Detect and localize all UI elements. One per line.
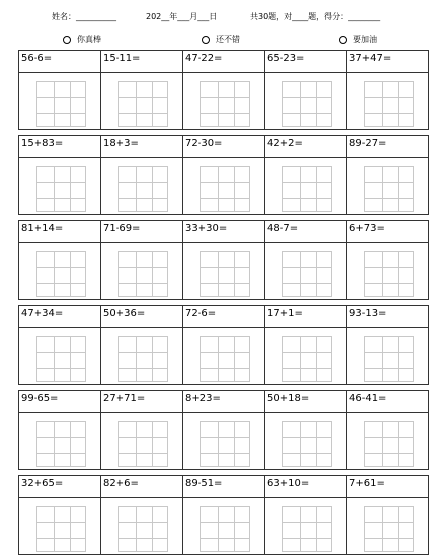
radio-circle-icon[interactable]	[339, 36, 347, 44]
cell-divider	[19, 72, 100, 73]
answer-grid-line	[201, 352, 249, 353]
problem-cell	[18, 390, 101, 470]
problem-expression: 46-41=	[349, 393, 387, 404]
answer-grid-line	[37, 352, 85, 353]
answer-grid-line	[70, 252, 71, 296]
answer-grid-line	[70, 82, 71, 126]
answer-grid-line	[37, 198, 85, 199]
answer-box[interactable]	[200, 251, 250, 297]
answer-grid-line	[398, 82, 399, 126]
answer-grid-line	[283, 198, 331, 199]
answer-grid-line	[70, 507, 71, 551]
answer-grid-line	[382, 507, 383, 551]
answer-grid-line	[234, 167, 235, 211]
answer-grid-line	[365, 538, 413, 539]
answer-grid-line	[152, 82, 153, 126]
answer-grid-line	[283, 437, 331, 438]
answer-grid-line	[119, 283, 167, 284]
answer-grid-line	[398, 252, 399, 296]
problem-expression: 42+2=	[267, 138, 303, 149]
answer-grid-line	[316, 167, 317, 211]
answer-grid-line	[201, 97, 249, 98]
answer-grid-line	[37, 453, 85, 454]
answer-grid-line	[316, 507, 317, 551]
answer-grid-line	[201, 538, 249, 539]
answer-box[interactable]	[200, 166, 250, 212]
problem-cell	[346, 305, 429, 385]
answer-grid-line	[300, 252, 301, 296]
answer-box[interactable]	[36, 506, 86, 552]
answer-grid-line	[283, 283, 331, 284]
answer-grid-line	[365, 453, 413, 454]
answer-box[interactable]	[282, 336, 332, 382]
answer-grid-line	[201, 437, 249, 438]
cell-divider	[347, 497, 428, 498]
answer-grid-line	[218, 507, 219, 551]
answer-grid-line	[365, 522, 413, 523]
problem-expression: 8+23=	[185, 393, 221, 404]
answer-grid-line	[398, 507, 399, 551]
answer-grid-line	[300, 167, 301, 211]
problem-expression: 50+36=	[103, 308, 146, 319]
cell-divider	[265, 242, 346, 243]
answer-box[interactable]	[200, 506, 250, 552]
answer-box[interactable]	[36, 166, 86, 212]
cell-divider	[101, 412, 182, 413]
answer-grid-line	[398, 422, 399, 466]
cell-divider	[183, 242, 264, 243]
answer-grid-line	[365, 283, 413, 284]
answer-box[interactable]	[36, 81, 86, 127]
cell-divider	[265, 72, 346, 73]
problem-cell	[182, 390, 265, 470]
problem-expression: 33+30=	[185, 223, 228, 234]
answer-grid-line	[136, 82, 137, 126]
problem-expression: 32+65=	[21, 478, 64, 489]
answer-grid-line	[300, 507, 301, 551]
answer-grid-line	[136, 507, 137, 551]
answer-grid-line	[54, 82, 55, 126]
answer-grid-line	[283, 368, 331, 369]
problem-cell	[100, 390, 183, 470]
answer-box[interactable]	[118, 81, 168, 127]
answer-grid-line	[234, 82, 235, 126]
problem-cell	[264, 50, 347, 130]
answer-grid-line	[283, 97, 331, 98]
answer-grid-line	[316, 337, 317, 381]
answer-box[interactable]	[364, 421, 414, 467]
answer-grid-line	[283, 453, 331, 454]
answer-grid-line	[119, 437, 167, 438]
problem-expression: 7+61=	[349, 478, 385, 489]
answer-grid-line	[54, 252, 55, 296]
problem-expression: 81+14=	[21, 223, 64, 234]
cell-divider	[101, 497, 182, 498]
answer-grid-line	[70, 167, 71, 211]
answer-grid-line	[119, 182, 167, 183]
cell-divider	[183, 497, 264, 498]
answer-grid-line	[136, 422, 137, 466]
answer-grid-line	[365, 267, 413, 268]
answer-grid-line	[316, 252, 317, 296]
answer-grid-line	[201, 182, 249, 183]
answer-grid-line	[365, 437, 413, 438]
answer-grid-line	[365, 352, 413, 353]
rating-option-1[interactable]	[63, 33, 101, 47]
answer-grid-line	[37, 97, 85, 98]
cell-divider	[19, 157, 100, 158]
answer-grid-line	[136, 337, 137, 381]
answer-box[interactable]	[36, 421, 86, 467]
answer-box[interactable]	[282, 251, 332, 297]
cell-divider	[265, 157, 346, 158]
cell-divider	[19, 242, 100, 243]
answer-grid-line	[234, 252, 235, 296]
problem-expression: 17+1=	[267, 308, 303, 319]
answer-box[interactable]	[364, 251, 414, 297]
problem-cell	[346, 50, 429, 130]
answer-box[interactable]	[118, 421, 168, 467]
problem-cell	[182, 50, 265, 130]
answer-grid-line	[283, 113, 331, 114]
answer-grid-line	[316, 422, 317, 466]
problem-cell	[100, 305, 183, 385]
answer-grid-line	[283, 538, 331, 539]
answer-grid-line	[365, 198, 413, 199]
cell-divider	[183, 157, 264, 158]
answer-grid-line	[201, 267, 249, 268]
problem-cell	[182, 135, 265, 215]
answer-grid-line	[201, 113, 249, 114]
answer-box[interactable]	[364, 166, 414, 212]
answer-grid-line	[283, 522, 331, 523]
answer-grid-line	[218, 82, 219, 126]
cell-divider	[183, 72, 264, 73]
answer-grid-line	[218, 337, 219, 381]
problem-cell	[18, 305, 101, 385]
answer-grid-line	[218, 252, 219, 296]
answer-grid-line	[119, 97, 167, 98]
answer-grid-line	[119, 368, 167, 369]
answer-grid-line	[201, 368, 249, 369]
cell-divider	[101, 242, 182, 243]
answer-box[interactable]	[118, 336, 168, 382]
answer-grid-line	[37, 522, 85, 523]
problem-expression: 82+6=	[103, 478, 139, 489]
radio-circle-icon[interactable]	[202, 36, 210, 44]
problem-expression: 65-23=	[267, 53, 305, 64]
answer-grid-line	[37, 368, 85, 369]
answer-box[interactable]	[364, 506, 414, 552]
rating-option-2[interactable]	[202, 33, 240, 47]
answer-grid-line	[37, 182, 85, 183]
problem-cell	[346, 390, 429, 470]
answer-box[interactable]	[200, 421, 250, 467]
problem-expression: 50+18=	[267, 393, 310, 404]
answer-grid-line	[234, 507, 235, 551]
problem-expression: 72-30=	[185, 138, 223, 149]
answer-grid-line	[37, 267, 85, 268]
answer-grid-line	[54, 337, 55, 381]
answer-grid-line	[316, 82, 317, 126]
cell-divider	[19, 412, 100, 413]
answer-box[interactable]	[282, 81, 332, 127]
answer-grid-line	[283, 182, 331, 183]
worksheet-header	[0, 10, 442, 24]
cell-divider	[265, 412, 346, 413]
cell-divider	[347, 327, 428, 328]
cell-divider	[265, 327, 346, 328]
answer-box[interactable]	[282, 421, 332, 467]
problem-cell	[18, 135, 101, 215]
cell-divider	[347, 72, 428, 73]
answer-box[interactable]	[282, 506, 332, 552]
answer-grid-line	[234, 337, 235, 381]
answer-grid-line	[152, 422, 153, 466]
answer-grid-line	[70, 337, 71, 381]
cell-divider	[347, 412, 428, 413]
cell-divider	[101, 157, 182, 158]
problem-expression: 15+83=	[21, 138, 64, 149]
answer-grid-line	[70, 422, 71, 466]
answer-box[interactable]	[118, 251, 168, 297]
rating-options	[0, 33, 442, 47]
answer-box[interactable]	[200, 81, 250, 127]
problem-expression: 47-22=	[185, 53, 223, 64]
problem-cell	[100, 220, 183, 300]
problem-cell	[100, 135, 183, 215]
answer-grid-line	[382, 252, 383, 296]
answer-grid-line	[152, 252, 153, 296]
answer-grid-line	[152, 507, 153, 551]
answer-grid-line	[201, 283, 249, 284]
problem-cell	[264, 220, 347, 300]
cell-divider	[183, 412, 264, 413]
answer-grid-line	[201, 453, 249, 454]
answer-box[interactable]	[364, 81, 414, 127]
answer-grid-line	[234, 422, 235, 466]
cell-divider	[347, 242, 428, 243]
cell-divider	[265, 497, 346, 498]
answer-grid-line	[218, 422, 219, 466]
problem-expression: 63+10=	[267, 478, 310, 489]
answer-grid-line	[283, 352, 331, 353]
problem-cell	[264, 390, 347, 470]
answer-box[interactable]	[36, 336, 86, 382]
answer-grid-line	[54, 422, 55, 466]
answer-grid-line	[37, 283, 85, 284]
answer-grid-line	[382, 337, 383, 381]
answer-box[interactable]	[200, 336, 250, 382]
answer-grid-line	[119, 113, 167, 114]
answer-grid-line	[218, 167, 219, 211]
cell-divider	[19, 327, 100, 328]
answer-box[interactable]	[364, 336, 414, 382]
rating-option-3[interactable]	[339, 33, 377, 47]
problem-cell	[18, 50, 101, 130]
answer-grid-line	[382, 422, 383, 466]
answer-grid-line	[119, 522, 167, 523]
problem-cell	[182, 220, 265, 300]
answer-grid-line	[136, 252, 137, 296]
rating-label: 还不错	[216, 35, 240, 44]
score-field: 共30题，对____题，得分：________	[250, 12, 381, 21]
problem-cell	[182, 305, 265, 385]
answer-grid-line	[398, 337, 399, 381]
answer-grid-line	[201, 198, 249, 199]
rating-label: 要加油	[353, 35, 377, 44]
problem-expression: 27+71=	[103, 393, 146, 404]
answer-grid-line	[37, 113, 85, 114]
answer-grid-line	[382, 167, 383, 211]
answer-grid-line	[119, 538, 167, 539]
problem-expression: 47+34=	[21, 308, 64, 319]
answer-grid-line	[119, 352, 167, 353]
answer-box[interactable]	[36, 251, 86, 297]
cell-divider	[183, 327, 264, 328]
date-field: 202__年___月___日	[146, 12, 218, 21]
answer-grid-line	[201, 522, 249, 523]
answer-grid-line	[119, 198, 167, 199]
answer-grid-line	[152, 337, 153, 381]
problem-grid	[18, 50, 430, 530]
answer-grid-line	[300, 422, 301, 466]
problem-expression: 37+47=	[349, 53, 392, 64]
problem-expression: 71-69=	[103, 223, 141, 234]
problem-cell	[182, 475, 265, 555]
cell-divider	[19, 497, 100, 498]
problem-cell	[264, 135, 347, 215]
answer-grid-line	[119, 267, 167, 268]
problem-expression: 72-6=	[185, 308, 217, 319]
answer-grid-line	[398, 167, 399, 211]
answer-grid-line	[152, 167, 153, 211]
problem-expression: 18+3=	[103, 138, 139, 149]
problem-cell	[100, 475, 183, 555]
problem-cell	[346, 220, 429, 300]
answer-grid-line	[37, 437, 85, 438]
problem-expression: 48-7=	[267, 223, 299, 234]
answer-box[interactable]	[282, 166, 332, 212]
problem-cell	[264, 475, 347, 555]
answer-grid-line	[283, 267, 331, 268]
problem-cell	[264, 305, 347, 385]
answer-grid-line	[365, 182, 413, 183]
problem-cell	[18, 220, 101, 300]
problem-expression: 56-6=	[21, 53, 53, 64]
answer-box[interactable]	[118, 166, 168, 212]
problem-cell	[346, 135, 429, 215]
problem-cell	[18, 475, 101, 555]
problem-expression: 6+73=	[349, 223, 385, 234]
answer-grid-line	[54, 167, 55, 211]
cell-divider	[101, 72, 182, 73]
answer-grid-line	[300, 337, 301, 381]
radio-circle-icon[interactable]	[63, 36, 71, 44]
answer-grid-line	[300, 82, 301, 126]
answer-grid-line	[365, 368, 413, 369]
answer-grid-line	[119, 453, 167, 454]
problem-cell	[346, 475, 429, 555]
problem-expression: 89-51=	[185, 478, 223, 489]
problem-expression: 89-27=	[349, 138, 387, 149]
answer-grid-line	[365, 113, 413, 114]
answer-grid-line	[37, 538, 85, 539]
problem-expression: 99-65=	[21, 393, 59, 404]
cell-divider	[101, 327, 182, 328]
answer-grid-line	[54, 507, 55, 551]
answer-grid-line	[136, 167, 137, 211]
problem-expression: 15-11=	[103, 53, 141, 64]
cell-divider	[347, 157, 428, 158]
answer-grid-line	[382, 82, 383, 126]
answer-grid-line	[365, 97, 413, 98]
problem-cell	[100, 50, 183, 130]
name-field: 姓名：__________	[52, 12, 116, 21]
rating-label: 你真棒	[77, 35, 101, 44]
answer-box[interactable]	[118, 506, 168, 552]
problem-expression: 93-13=	[349, 308, 387, 319]
